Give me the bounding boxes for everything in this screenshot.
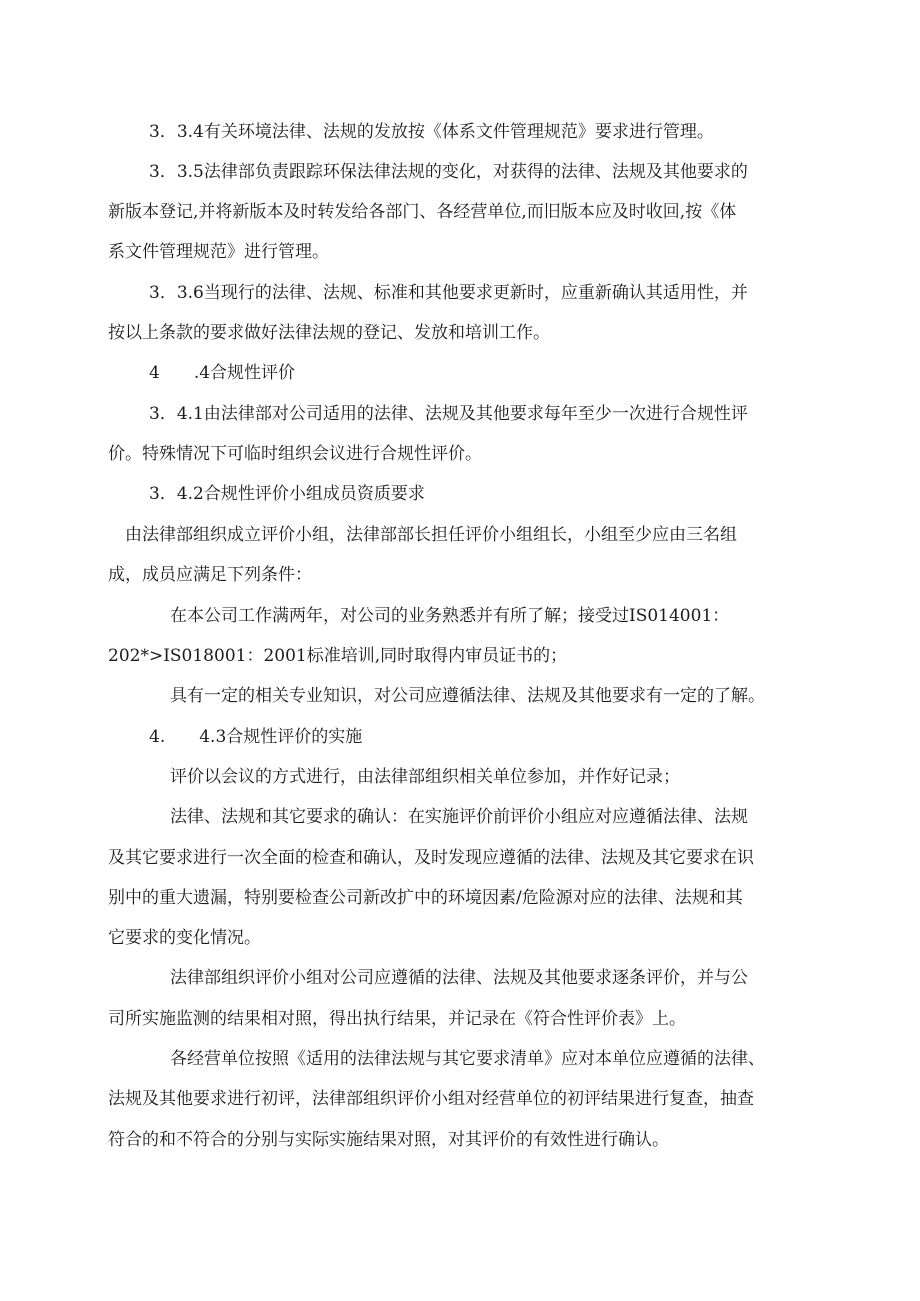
text-line: 及其它要求进行一次全面的检查和确认，及时发现应遵循的法律、法规及其它要求在识	[108, 848, 754, 868]
text-line: 别中的重大遗漏，特别要检查公司新改扩中的环境因素/危险源对应的法律、法规和其	[108, 888, 743, 908]
section-heading: 4. 4.3合规性评价的实施	[149, 727, 363, 747]
text-line: 202*>IS018001：2001标准培训,同时取得内审员证书的；	[108, 646, 568, 666]
text-line: 系文件管理规范》进行管理。	[108, 242, 329, 262]
text-line: 3．3.5法律部负责跟踪环保法律法规的变化，对获得的法律、法规及其他要求的	[149, 162, 748, 182]
text-line: 符合的和不符合的分别与实际实施结果对照，对其评价的有效性进行确认。	[108, 1130, 669, 1150]
text-line: 司所实施监测的结果相对照，得出执行结果，并记录在《符合性评价表》上。	[108, 1009, 686, 1029]
text-line: 具有一定的相关专业知识，对公司应遵循法律、法规及其他要求有一定的了解。	[170, 686, 765, 706]
text-line: 3．3.6当现行的法律、法规、标准和其他要求更新时，应重新确认其适用性，并	[149, 283, 748, 303]
text-line: 法律、法规和其它要求的确认：在实施评价前评价小组应对应遵循法律、法规	[170, 807, 748, 827]
text-line: 在本公司工作满两年，对公司的业务熟悉并有所了解；接受过IS014001：	[170, 606, 730, 626]
text-line: 价。特殊情况下可临时组织会议进行合规性评价。	[108, 444, 482, 464]
text-line: 3．4.1由法律部对公司适用的法律、法规及其他要求每年至少一次进行合规性评	[149, 404, 748, 424]
text-line: 按以上条款的要求做好法律法规的登记、发放和培训工作。	[108, 323, 550, 343]
text-line: 法规及其他要求进行初评，法律部组织评价小组对经营单位的初评结果进行复查，抽查	[108, 1089, 754, 1109]
text-line: 成，成员应满足下列条件：	[108, 565, 312, 585]
text-line: 评价以会议的方式进行，由法律部组织相关单位参加，并作好记录；	[170, 767, 680, 787]
text-line: 法律部组织评价小组对公司应遵循的法律、法规及其他要求逐条评价，并与公	[170, 968, 748, 988]
text-line: 它要求的变化情况。	[108, 928, 261, 948]
section-heading: 4 .4合规性评价	[149, 363, 296, 383]
text-line: 3．3.4有关环境法律、法规的发放按《体系文件管理规范》要求进行管理。	[149, 122, 714, 142]
subsection-heading: 3．4.2合规性评价小组成员资质要求	[149, 484, 425, 504]
text-line: 各经营单位按照《适用的法律法规与其它要求清单》应对本单位应遵循的法律、	[170, 1049, 765, 1069]
text-line: 新版本登记,并将新版本及时转发给各部门、各经营单位,而旧版本应及时收回,按《体	[108, 202, 737, 222]
text-line: 由法律部组织成立评价小组，法律部部长担任评价小组组长，小组至少应由三名组	[125, 525, 737, 545]
